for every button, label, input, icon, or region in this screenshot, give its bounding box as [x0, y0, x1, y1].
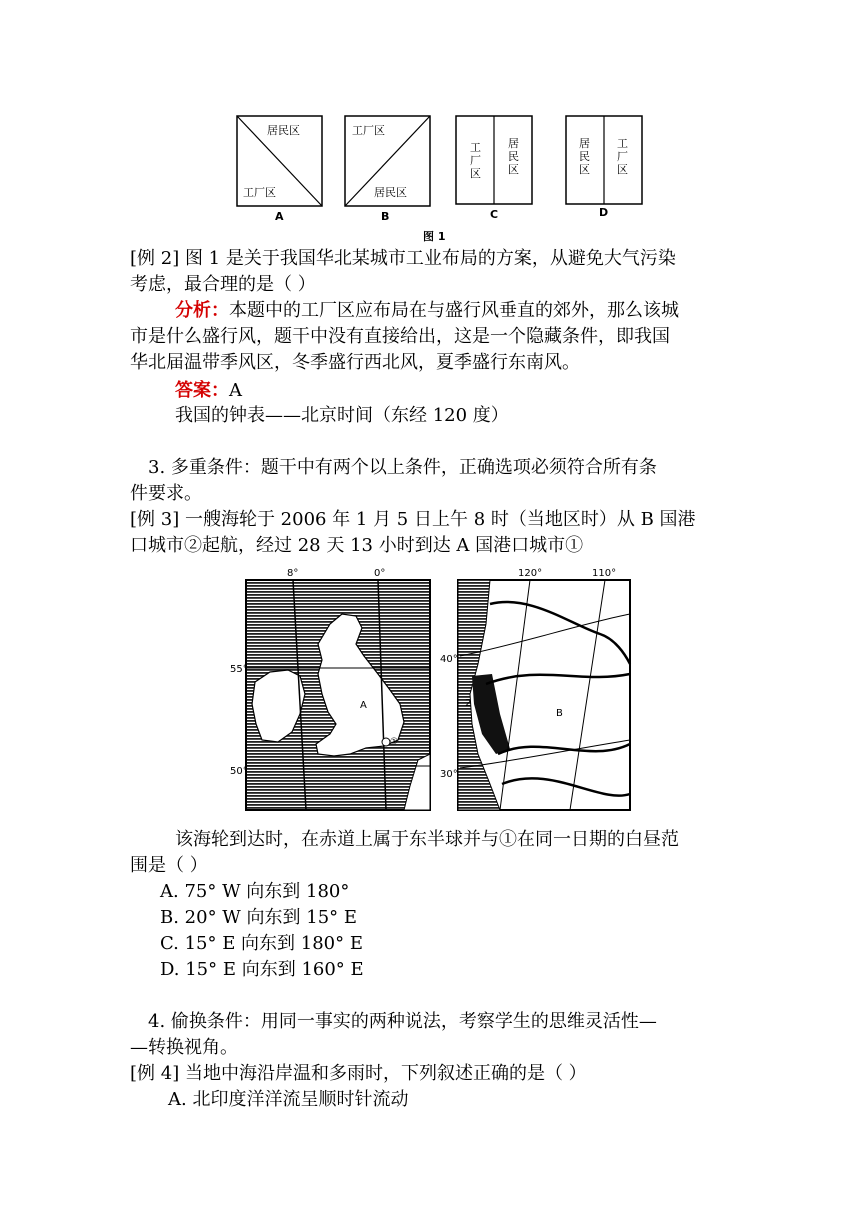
question-line2: 围是（ ） — [130, 855, 208, 876]
beijing-time-note: 我国的钟表——北京时间（东经 120 度） — [175, 405, 509, 426]
answer-line — [175, 379, 242, 403]
panel-b-top-label: 工厂区 — [352, 124, 385, 137]
panel-a-letter: A — [275, 210, 284, 223]
analysis-label: 分析： — [175, 300, 229, 321]
maps-figure — [0, 564, 860, 824]
panel-c-left-label: 工厂区 — [470, 141, 481, 180]
panel-d-letter: D — [599, 206, 609, 219]
panel-a-top-label: 居民区 — [267, 124, 300, 137]
left-lon-label-8: 8° — [287, 568, 299, 579]
analysis-line2: 市是什么盛行风，题干中没有直接给出，这是一个隐藏条件，即我国 — [130, 326, 670, 347]
figure-1 — [0, 0, 860, 245]
panel-d-left-label: 居民区 — [579, 137, 590, 176]
right-lat-label-40: 40° — [440, 654, 458, 665]
example2-line2: 考虑，最合理的是（ ） — [130, 274, 316, 295]
panel-a — [237, 116, 322, 223]
example3-line1: [例 3] 一艘海轮于 2006 年 1 月 5 日上午 8 时（当地区时）从 B 国港 — [130, 509, 696, 530]
example4-line1: [例 4] 当地中海沿岸温和多雨时，下列叙述正确的是（ ） — [130, 1063, 587, 1084]
answer-label: 答案： — [175, 380, 229, 401]
example3-line2: 口城市②起航，经过 28 天 13 小时到达 A 国港口城市① — [130, 535, 584, 556]
left-lat-label-55: 55° — [230, 664, 248, 675]
figure-1-caption: 图 1 — [423, 230, 446, 243]
analysis-text: 本题中的工厂区应布局在与盛行风垂直的郊外，那么该城 — [229, 300, 679, 321]
section4-line1: 4. 偷换条件：用同一事实的两种说法，考察学生的思维灵活性— — [148, 1011, 657, 1032]
map-left — [230, 568, 430, 810]
panel-b-bottom-label: 居民区 — [374, 186, 407, 199]
panel-c-right-label: 居民区 — [508, 137, 519, 176]
analysis-line3: 华北届温带季风区，冬季盛行西北风，夏季盛行东南风。 — [130, 352, 580, 373]
panel-a-bottom-label: 工厂区 — [243, 186, 276, 199]
right-lon-label-110: 110° — [592, 568, 617, 579]
panel-d — [566, 116, 642, 219]
section3-line2: 件要求。 — [130, 483, 202, 504]
option-a: A. 75° W 向东到 180° — [160, 881, 350, 902]
map-right — [440, 568, 630, 810]
left-lat-label-50: 50° — [230, 766, 248, 777]
panel-c — [456, 116, 532, 221]
example2-line1: [例 2] 图 1 是关于我国华北某城市工业布局的方案，从避免大气污染 — [130, 248, 676, 269]
panel-c-letter: C — [490, 208, 499, 221]
panel-b — [345, 116, 430, 223]
city-1-label: ① — [390, 737, 399, 747]
section3-line1: 3. 多重条件：题干中有两个以上条件，正确选项必须符合所有条 — [148, 457, 657, 478]
country-a-label: A — [360, 700, 367, 711]
right-lat-label-30: 30° — [440, 769, 458, 780]
panel-d-right-label: 工厂区 — [617, 137, 628, 176]
answer-value: A — [229, 380, 242, 401]
section4-line2: —转换视角。 — [130, 1037, 238, 1058]
question-line1: 该海轮到达时，在赤道上属于东半球并与①在同一日期的白昼范 — [175, 829, 679, 850]
left-lon-label-0: 0° — [374, 568, 386, 579]
option-c: C. 15° E 向东到 180° E — [160, 933, 364, 954]
analysis-line1 — [175, 299, 679, 323]
option-d: D. 15° E 向东到 160° E — [160, 959, 364, 980]
example4-option-a: A. 北印度洋洋流呈顺时针流动 — [168, 1089, 409, 1110]
option-b: B. 20° W 向东到 15° E — [160, 907, 358, 928]
city-2-label: 2 — [465, 698, 472, 709]
country-b-label: B — [556, 708, 563, 719]
right-lon-label-120: 120° — [518, 568, 543, 579]
panel-b-letter: B — [381, 210, 390, 223]
